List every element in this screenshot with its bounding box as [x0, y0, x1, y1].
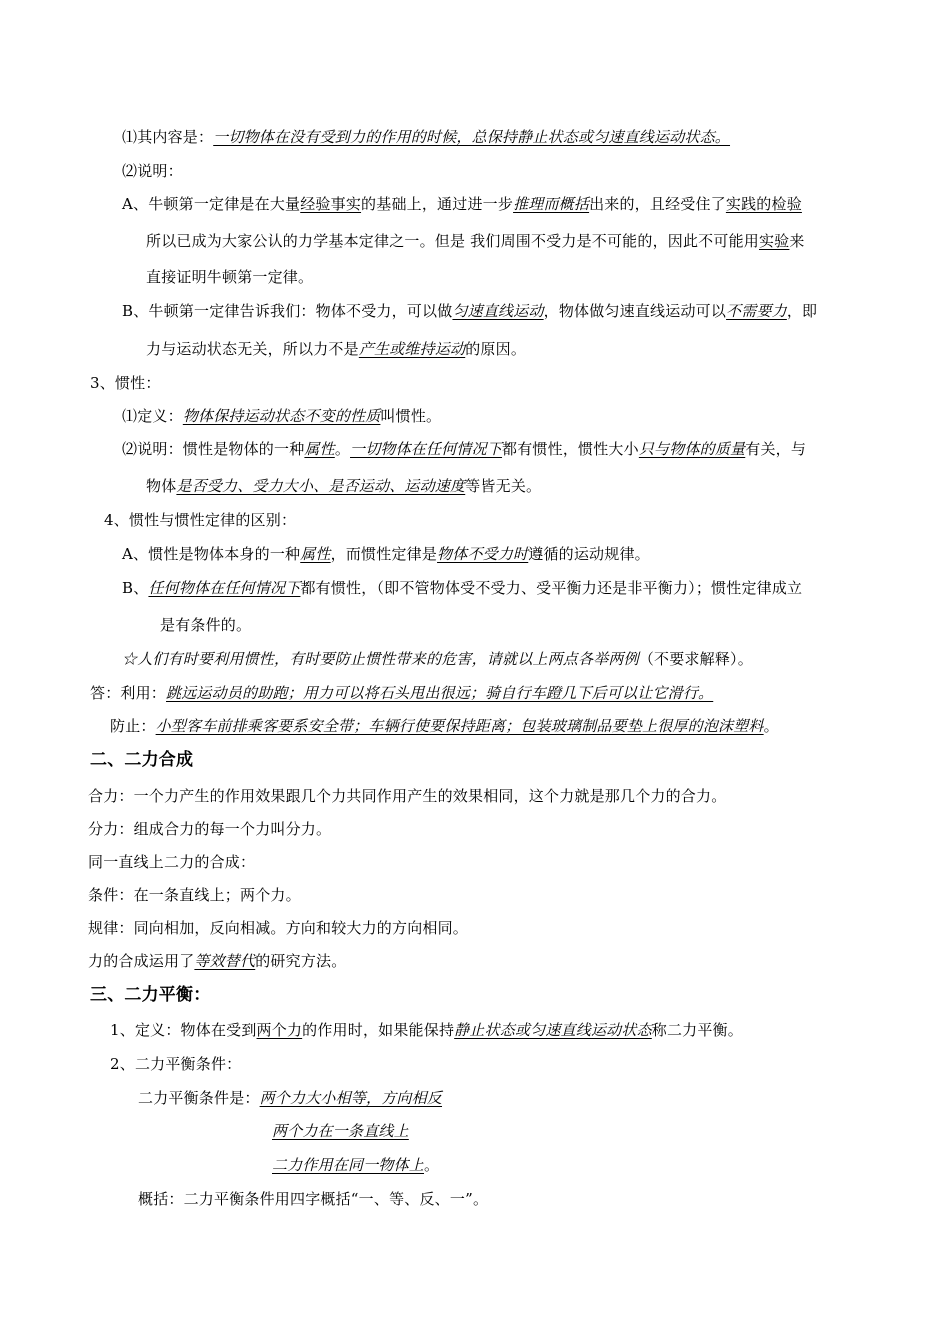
text-run: 2、二力平衡条件：	[110, 1055, 242, 1073]
inertia-definition	[122, 405, 441, 427]
inertia-explanation-line1	[122, 438, 806, 460]
explanation-a-line2	[146, 230, 805, 252]
balance-summary	[138, 1188, 488, 1210]
underlined-text-run: 属性	[304, 440, 335, 458]
text-run: 称二力平衡。	[651, 1021, 743, 1039]
text-run: 3、惯性：	[90, 374, 161, 392]
difference-heading	[104, 509, 296, 531]
underlined-text-run: 物体保持运动状态不变的性质	[182, 407, 381, 425]
same-line-composition	[88, 851, 255, 873]
underlined-text-run: 小型客车前排乘客要系安全带；车辆行使要保持距离；包装玻璃制品要垫上很厚的泡沫塑料	[155, 717, 764, 735]
text-run: 力的合成运用了	[88, 952, 195, 970]
section-two-heading	[90, 749, 193, 771]
text-run: B、	[122, 579, 149, 597]
underlined-text-run: 一切物体在任何情况下	[350, 440, 503, 458]
explanation-b-line2	[146, 338, 526, 360]
text-run: ，而惯性定律是	[330, 545, 438, 563]
balance-condition-1	[138, 1087, 442, 1109]
text-run: （不要求解释）。	[638, 650, 753, 668]
text-run: 二力平衡条件是：	[138, 1089, 260, 1107]
underlined-text-run: 二力作用在同一物体上	[272, 1156, 425, 1174]
section-three-heading	[90, 984, 210, 1006]
composition-rule	[88, 917, 468, 939]
underlined-text-run: 推理而概括	[513, 195, 590, 213]
balance-condition-heading	[110, 1053, 241, 1075]
question-star	[122, 648, 753, 670]
underlined-text-run: 实验	[758, 232, 790, 250]
text-run: 的作用时，如果能保持	[302, 1021, 455, 1039]
text-run: 规律：同向相加，反向相减。方向和较大力的方向相同。	[88, 919, 469, 937]
underlined-text-run: 静止状态或匀速直线运动状态	[454, 1021, 652, 1039]
text-run: 叫惯性。	[380, 407, 442, 425]
balance-condition-3	[272, 1154, 439, 1176]
text-run: 遵循的运动规律。	[528, 545, 650, 563]
text-run: 所以已成为大家公认的力学基本定律之一。但是 我们周围不受力是不可能的，因此不可能用	[146, 232, 759, 250]
text-run: 来	[789, 232, 805, 250]
text-run: 概括：二力平衡条件用四字概括“一、等、反、一”。	[138, 1190, 489, 1208]
text-run: 同一直线上二力的合成：	[88, 853, 256, 871]
text-run: A、牛顿第一定律是在大量	[122, 195, 301, 213]
difference-b-line2	[160, 614, 251, 636]
text-run: 都有惯性，（即不管物体受不受力、受平衡力还是非平衡力）；惯性定律成立	[300, 579, 803, 597]
text-run: 答：利用：	[90, 684, 167, 702]
text-run: 。	[424, 1156, 440, 1174]
underlined-text-run: 产生或维持运动	[358, 340, 466, 358]
explanation-b-line1	[122, 300, 817, 322]
component-force-def	[88, 818, 331, 840]
underlined-text-run: 一切物体在没有受到力的作用的时候，总保持静止状态或匀速直线运动状态。	[213, 128, 731, 146]
underlined-text-run: 是否受力、受力大小、是否运动、运动速度	[176, 477, 466, 495]
text-run: 物体	[146, 477, 177, 495]
text-run: 。	[763, 717, 779, 735]
text-run: 二、二力合成	[90, 750, 194, 770]
text-run: 出来的，且经受住了	[589, 195, 726, 213]
composition-condition	[88, 884, 301, 906]
inertia-law-content	[122, 126, 730, 148]
underlined-text-run: 任何物体在任何情况下	[148, 579, 301, 597]
underlined-text-run: 两个力大小相等，方向相反	[259, 1089, 443, 1107]
underlined-text-run: 实践的检验	[725, 195, 802, 213]
text-run: B、牛顿第一定律告诉我们：物体不受力，可以做	[122, 302, 453, 320]
answer-use	[90, 682, 713, 704]
text-run: ，即	[786, 302, 818, 320]
inertia-explanation-line2	[146, 475, 541, 497]
balance-definition	[110, 1019, 743, 1041]
underlined-text-run: 两个力在一条直线上	[272, 1122, 409, 1140]
text-run: ⑴定义：	[122, 407, 183, 425]
text-run: 的基础上，通过进一步	[361, 195, 514, 213]
text-run: 的原因。	[465, 340, 527, 358]
text-run: ⑴其内容是：	[122, 128, 214, 146]
difference-b-line1	[122, 577, 802, 599]
text-run: ☆人们有时要利用惯性，有时要防止惯性带来的危害，请就以上两点各举两例	[122, 650, 639, 668]
text-run: 1、定义：物体在受到	[110, 1021, 257, 1039]
text-run: 合力：一个力产生的作用效果跟几个力共同作用产生的效果相同，这个力就是那几个力的合力。	[88, 787, 727, 805]
explanation-a-line3	[146, 266, 313, 288]
difference-a	[122, 543, 650, 565]
text-run: A、惯性是物体本身的一种	[122, 545, 301, 563]
text-run: 有关，与	[745, 440, 807, 458]
balance-condition-2	[272, 1120, 409, 1142]
text-run: ⑵说明：	[122, 162, 183, 180]
text-run: 4、惯性与惯性定律的区别：	[104, 511, 297, 529]
text-run: 分力：组成合力的每一个力叫分力。	[88, 820, 332, 838]
underlined-text-run: 跳远运动员的助跑；用力可以将石头甩出很远；骑自行车蹬几下后可以让它滑行。	[166, 684, 714, 702]
explanation-heading	[122, 160, 183, 182]
underlined-text-run: 只与物体的质量	[638, 440, 746, 458]
text-run: 的研究方法。	[255, 952, 347, 970]
answer-prevent	[110, 715, 779, 737]
text-run: 都有惯性，惯性大小	[502, 440, 639, 458]
text-run: 条件：在一条直线上；两个力。	[88, 886, 301, 904]
text-run: ⑵说明：惯性是物体的一种	[122, 440, 305, 458]
underlined-text-run: 物体不受力时	[437, 545, 529, 563]
underlined-text-run: 不需要力	[726, 302, 787, 320]
underlined-text-run: 经验事实	[300, 195, 362, 213]
text-run: 等皆无关。	[465, 477, 542, 495]
text-run: 防止：	[110, 717, 156, 735]
composition-method	[88, 950, 346, 972]
text-run: 三、二力平衡：	[90, 985, 211, 1005]
text-run: 直接证明牛顿第一定律。	[146, 268, 314, 286]
text-run: ，物体做匀速直线运动可以	[543, 302, 727, 320]
underlined-text-run: 属性	[300, 545, 331, 563]
text-run: 力与运动状态无关，所以力不是	[146, 340, 359, 358]
text-run: 是有条件的。	[160, 616, 252, 634]
underlined-text-run: 等效替代	[194, 952, 256, 970]
underlined-text-run: 两个力	[256, 1021, 303, 1039]
text-run: 。	[334, 440, 351, 458]
inertia-heading	[90, 372, 161, 394]
underlined-text-run: 匀速直线运动	[452, 302, 544, 320]
resultant-force-def	[88, 785, 726, 807]
explanation-a-line1	[122, 193, 802, 215]
